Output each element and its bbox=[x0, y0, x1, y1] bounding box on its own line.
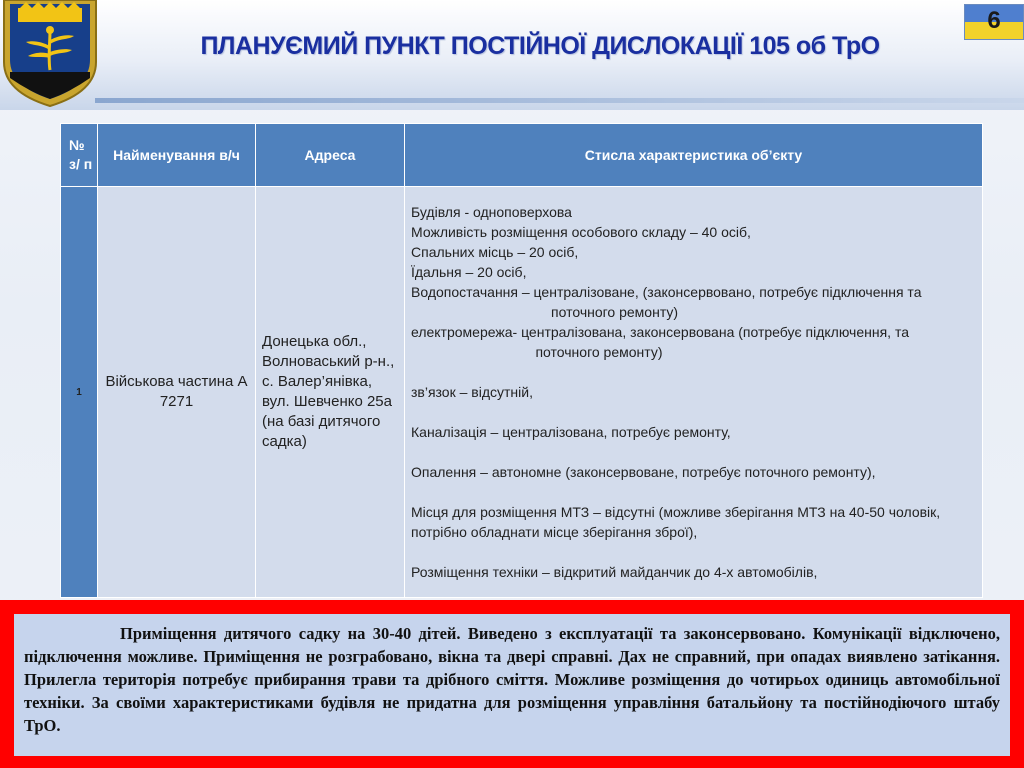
description-line: поточного ремонту) bbox=[411, 304, 679, 320]
header-divider bbox=[95, 98, 1024, 103]
description-spacer bbox=[411, 542, 976, 562]
row-number: 1 bbox=[61, 187, 98, 598]
table-row bbox=[61, 187, 983, 598]
description-spacer bbox=[411, 482, 976, 502]
column-header-description: Стисла характеристика об’єкту bbox=[405, 124, 983, 187]
description-line: Розміщення техніки – відкритий майданчик до 4-х автомобілів, bbox=[411, 564, 818, 580]
description-line: електромережа- централізована, законсервована (потребує підключення, та bbox=[411, 324, 909, 340]
description-line: Будівля - одноповерхова bbox=[411, 204, 572, 220]
description-line: Опалення – автономне (законсервоване, потребує поточного ремонту), bbox=[411, 464, 876, 480]
description-line: Водопостачання – централізоване, (законсервовано, потребує підключення та bbox=[411, 284, 922, 300]
coat-of-arms-emblem-icon bbox=[0, 0, 100, 108]
description-line: Спальних місць – 20 осіб, bbox=[411, 244, 579, 260]
table-header-row bbox=[61, 124, 983, 187]
description-spacer bbox=[411, 402, 976, 422]
description-line: зв’язок – відсутній, bbox=[411, 384, 533, 400]
unit-name: Військова частина А 7271 bbox=[98, 187, 256, 598]
description-line: Каналізація – централізована, потребує ремонту, bbox=[411, 424, 731, 440]
note-box bbox=[14, 614, 1010, 756]
unit-address: Донецька обл., Волноваський р-н., с. Валер’янівка, вул. Шевченко 25а (на базі дитячого садка) bbox=[256, 187, 405, 598]
description-line: Їдальня – 20 осіб, bbox=[411, 264, 527, 280]
description-list bbox=[411, 202, 976, 582]
page-number-badge bbox=[964, 4, 1024, 40]
note-text: Приміщення дитячого садку на 30-40 дітей. Виведено з експлуатації та законсервовано. Комунікації відключено, підключення можливе. Приміщення не розграбовано, вікна та двері справні. Дах не справний, при опадах виявлено затікання. Прилегла територія потребує прибирання трави та дрібного сміття. Можливе розміщення до чотирьох одиниць автомобільної техніки. За своїми характеристиками будівля не придатна для розміщення управління батальйону та постійнодіючого штабу ТрО. bbox=[24, 624, 1000, 735]
description-line: Можливість розміщення особового складу – 40 осіб, bbox=[411, 224, 751, 240]
description-spacer bbox=[411, 362, 976, 382]
column-header-address: Адреса bbox=[256, 124, 405, 187]
column-header-number: № з/ п bbox=[61, 124, 98, 187]
page-title: ПЛАНУЄМИЙ ПУНКТ ПОСТІЙНОЇ ДИСЛОКАЦІЇ 105 об ТрО bbox=[200, 32, 880, 60]
facility-table bbox=[60, 123, 983, 598]
column-header-unit-name: Найменування в/ч bbox=[98, 124, 256, 187]
page-number: 6 bbox=[987, 7, 1001, 34]
object-description bbox=[405, 187, 983, 598]
description-line: Місця для розміщення МТЗ – відсутні (можливе зберігання МТЗ на 40-50 чоловік, потрібно обладнати місце зберігання зброї), bbox=[411, 504, 945, 540]
note-highlight-frame bbox=[0, 600, 1024, 768]
description-line: поточного ремонту) bbox=[411, 344, 663, 360]
description-spacer bbox=[411, 442, 976, 462]
